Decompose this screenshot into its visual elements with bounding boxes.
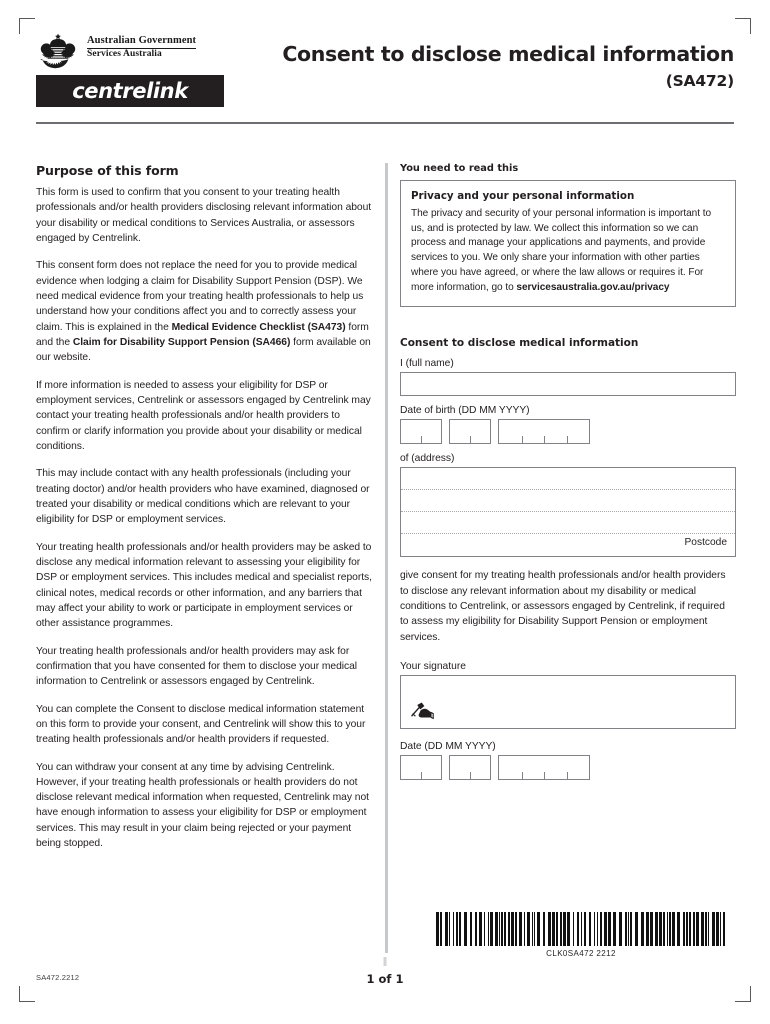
government-identifier <box>36 33 236 69</box>
purpose-paragraph-7 <box>36 702 376 748</box>
left-column <box>36 163 376 863</box>
tick-mark <box>470 772 471 779</box>
fullname-input[interactable] <box>400 372 736 396</box>
column-divider <box>385 163 388 953</box>
privacy-title: Privacy and your personal information <box>411 190 635 202</box>
purpose-paragraph-5 <box>36 540 376 632</box>
crop-mark-top-right-icon <box>735 18 751 34</box>
address-input[interactable] <box>400 467 736 557</box>
address-line-2[interactable] <box>401 490 735 512</box>
consent-section-heading: Consent to disclose medical information <box>400 337 639 350</box>
brand-block <box>36 33 236 107</box>
purpose-heading: Purpose of this form <box>36 163 179 178</box>
paragraph-text: Your treating health professionals and/or health providers may ask for confirmation that you have consented for them to disclose your medical information to Centrelink or assessors engaged by Centrelink. <box>36 645 358 688</box>
crop-mark-bottom-right-icon <box>735 986 751 1002</box>
postcode-row[interactable] <box>401 534 735 556</box>
tick-mark <box>522 772 523 779</box>
right-column <box>400 163 736 789</box>
crop-mark-top-left-icon <box>19 18 35 34</box>
centrelink-logo-text: centrelink <box>72 79 188 103</box>
purpose-paragraph-4 <box>36 466 376 527</box>
postcode-label: Postcode <box>684 537 727 549</box>
address-line-1[interactable] <box>401 468 735 490</box>
gov-line-1: Australian Government <box>87 35 197 46</box>
dob-year-input[interactable] <box>498 419 590 444</box>
privacy-body <box>411 207 725 295</box>
address-line-3[interactable] <box>401 512 735 534</box>
page-title: Consent to disclose medical information <box>282 42 734 66</box>
dob-date-row <box>400 419 736 444</box>
paragraph-text: This may include contact with any health professionals (including your treating doctor) and/or health providers who have examined, diagnosed or treated your disability or medical conditions which are relevant to your eligibility for DSP or employment services. <box>36 468 370 526</box>
signature-date-row <box>400 755 736 780</box>
page-header <box>36 33 734 117</box>
crop-mark-bottom-left-icon <box>19 986 35 1002</box>
tick-mark <box>470 436 471 443</box>
tick-mark <box>544 436 545 443</box>
dob-month-input[interactable] <box>449 419 491 444</box>
tick-mark <box>567 772 568 779</box>
gov-line-2: Services Australia <box>87 49 162 60</box>
hand-writing-pen-icon <box>409 702 435 722</box>
tick-mark <box>544 772 545 779</box>
header-rule <box>36 122 734 124</box>
emphasis-text: Medical Evidence Checklist (SA473) <box>171 321 346 333</box>
fullname-label: I (full name) <box>400 358 454 370</box>
barcode-block <box>436 912 726 958</box>
paragraph-text: Your treating health professionals and/or health providers may be asked to disclose any medical information relevant to assessing your eligibility for DSP or employment services. This includes medical and specialist reports, clinical notes, medical records or other information, and any barriers that may affect your ability to work or participate in employment services or other assistance programmes. <box>36 541 372 630</box>
australian-coat-of-arms-icon <box>36 33 80 69</box>
signature-label: Your signature <box>400 661 467 673</box>
center-registration-tick-icon <box>384 957 387 966</box>
title-block <box>274 43 734 90</box>
tick-mark <box>567 436 568 443</box>
privacy-body-text: The privacy and security of your personal information is important to us, and is protected by law. We collect this information so we can process and manage your applications and payments, and provide services to you. We only share your information with other parties where you have agreed, or where the law allows or requires it. For more information, go to <box>411 208 712 293</box>
barcode-icon <box>436 912 726 946</box>
purpose-paragraphs <box>36 185 376 851</box>
page-indicator: 1 of 1 <box>366 972 404 986</box>
consent-statement: give consent for my treating health professionals and/or health providers to disclose any relevant information about my disability or medical conditions to Centrelink, or assessors engaged by Centrelink, if required to assess my eligibility for Disability Support Pension or employment services. <box>400 570 726 643</box>
paragraph-text: This consent form does not replace the need for you to provide medical evidence when lodging a claim for Disability Support Pension (DSP). We need medical evidence from your treating health professionals to help us understand how your conditions affect you and to correctly assess your claim. This is explained in the <box>36 260 364 333</box>
purpose-paragraph-3 <box>36 378 376 455</box>
footer-form-code: SA472.2212 <box>36 973 80 982</box>
purpose-paragraph-1 <box>36 185 376 246</box>
barcode-text: CLK0SA472 2212 <box>546 949 616 958</box>
purpose-paragraph-2 <box>36 258 376 365</box>
privacy-url: servicesaustralia.gov.au/privacy <box>516 281 670 293</box>
paragraph-text: You can complete the Consent to disclose medical information statement on this form to provide your consent, and Centrelink will show this to your treating health professionals and/or health providers if requested. <box>36 703 366 746</box>
centrelink-logo <box>36 75 224 107</box>
paragraph-text: form available on our website. <box>36 336 371 364</box>
tick-mark <box>421 772 422 779</box>
dob-day-input[interactable] <box>400 419 442 444</box>
paragraph-text: form and the <box>36 321 369 348</box>
purpose-paragraph-6 <box>36 644 376 690</box>
address-label: of (address) <box>400 453 455 465</box>
dob-label: Date of birth (DD MM YYYY) <box>400 405 530 417</box>
tick-mark <box>421 436 422 443</box>
tick-mark <box>522 436 523 443</box>
need-to-read-heading: You need to read this <box>400 163 519 174</box>
emphasis-text: Claim for Disability Support Pension (SA466) <box>72 336 291 348</box>
privacy-notice-box <box>400 180 736 307</box>
paragraph-text: If more information is needed to assess your eligibility for DSP or employment services, Centrelink or assessors engaged by Centrelink may contact your treating health professionals and/or health providers to confirm or clarify information you provide about your disability or medical conditions. <box>36 379 371 452</box>
date-day-input[interactable] <box>400 755 442 780</box>
government-wordmark <box>87 33 196 60</box>
date-label: Date (DD MM YYYY) <box>400 741 496 753</box>
purpose-paragraph-8 <box>36 760 376 852</box>
form-code: (SA472) <box>665 71 734 90</box>
paragraph-text: You can withdraw your consent at any time by advising Centrelink. However, if your treating health professionals or health providers do not disclose relevant medical information when requested, Centrelink may not have enough information to assess your eligibility for DSP or employment services. This may result in your claim being rejected or your payment being stopped. <box>36 761 369 850</box>
signature-input[interactable] <box>400 675 736 729</box>
date-year-input[interactable] <box>498 755 590 780</box>
paragraph-text: This form is used to confirm that you consent to your treating health professionals and/or health providers disclosing relevant information about your disability or medical conditions to Services Australia, or assessors engaged by Centrelink. <box>36 187 372 244</box>
date-month-input[interactable] <box>449 755 491 780</box>
